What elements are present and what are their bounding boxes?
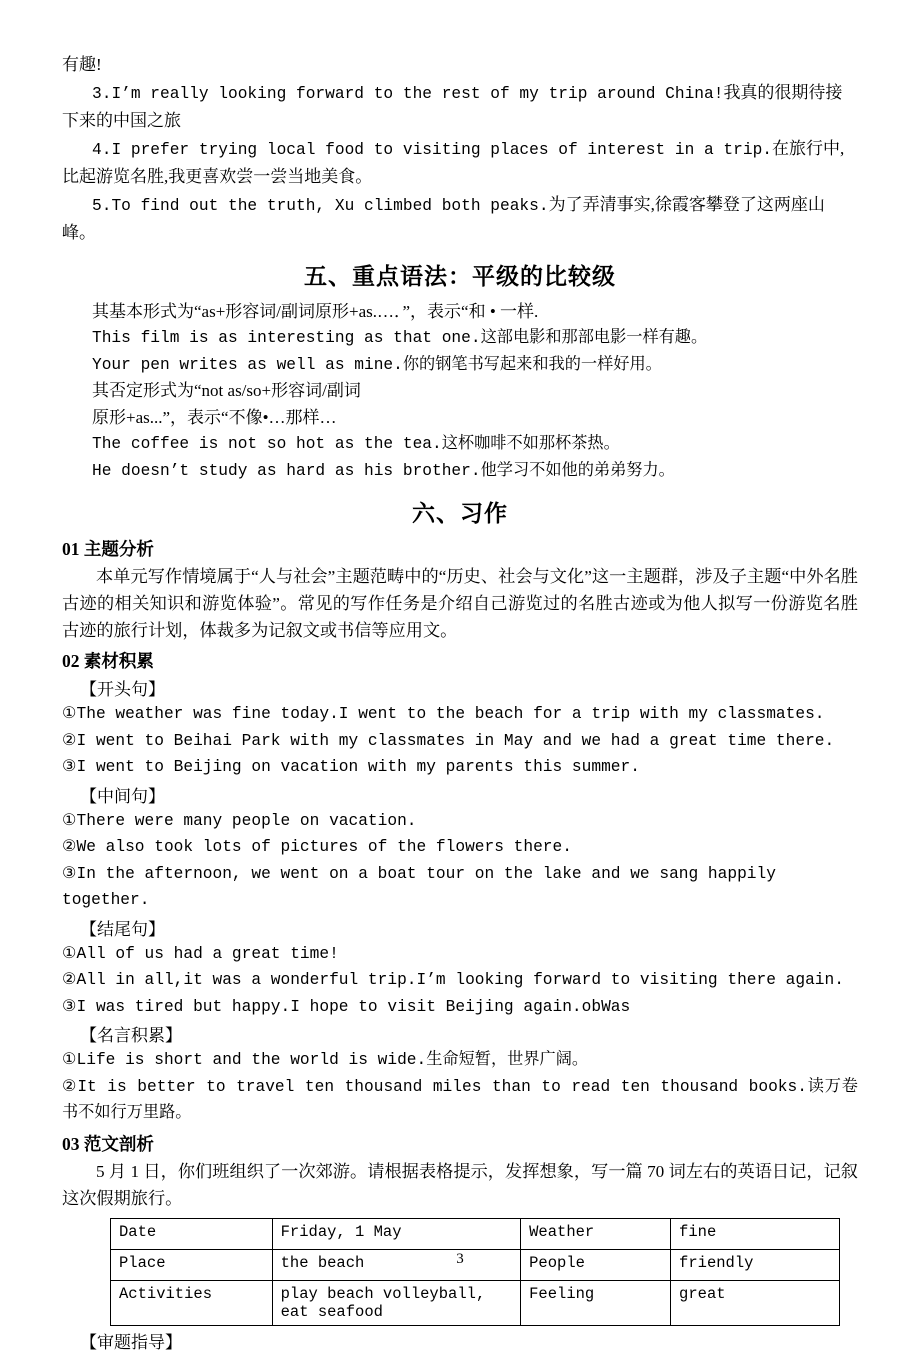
table-cell-key: Place [111,1249,273,1280]
section-five-title: 五、重点语法：平级的比较级 [304,263,616,289]
table-row [111,1218,840,1249]
item-english: I prefer trying local food to visiting places of interest in a trip. [111,140,772,159]
table-cell-key: Feeling [521,1280,671,1325]
item-english: To find out the truth, Xu climbed both peaks. [111,196,549,215]
grammar-line-2: This film is as interesting as that one.这部电影和那部电影一样有趣。 [92,329,708,347]
writing-prompt: 5 月 1 日，你们班组织了一次郊游。请根据表格提示，发挥想象，写一篇 70 词左右的英语日记，记叙这次假期旅行。 [62,1161,858,1208]
sentence-item: ①The weather was fine today.I went to the beach for a trip with my classmates. [62,705,825,723]
sentence-item: ③In the afternoon, we went on a boat tour on the lake and we sang happily together. [62,864,776,909]
numbered-item-4 [62,135,858,191]
item-chinese: 我真的很期待接下来的中国之旅 [62,82,843,130]
table-cell-value: play beach volleyball, eat seafood [272,1280,521,1325]
topic-analysis-body: 本单元写作情境属于“人与社会”主题范畴中的“历史、社会与文化”这一主题群，涉及子主题“中外名胜古迹的相关知识和游览体验”。常见的写作任务是介绍自己游览过的名胜古迹或为他人拟写一份游览名胜古迹的旅行计划，体裁多为记叙文或书信等应用文。 [62,567,858,640]
sample-table [110,1218,840,1326]
sentence-item: ②We also took lots of pictures of the flowers there. [62,838,572,856]
group-label-middle: 【中间句】 [80,786,165,806]
item-chinese: 在旅行中,比起游览名胜,我更喜欢尝一尝当地美食。 [62,138,845,186]
sentence-item: ①Life is short and the world is wide.生命短暂，世界广阔。 [62,1051,589,1069]
table-row [111,1280,840,1325]
continued-text: 有趣! [62,55,102,74]
sentence-item: ②It is better to travel ten thousand miles than to read ten thousand books.读万卷书不如行万里路。 [62,1077,858,1122]
item-english: I’m really looking forward to the rest of my trip around China! [111,84,724,103]
table-cell-value: friendly [671,1249,840,1280]
sentence-item: ①There were many people on vacation. [62,811,417,830]
item-number: 3. [92,84,112,103]
group-label-ending: 【结尾句】 [80,919,165,939]
table-cell-value: great [671,1280,840,1325]
subheading-01: 01 主题分析 [62,539,154,559]
subheading-03: 03 范文剖析 [62,1133,154,1154]
grammar-line-6: The coffee is not so hot as the tea.这杯咖啡不如那杯茶热。 [92,435,620,453]
page-number: 3 [456,1251,464,1267]
item-chinese: 为了弄清事实,徐霞客攀登了这两座山峰。 [62,194,825,242]
item-number: 5. [92,196,112,215]
grammar-line-3: Your pen writes as well as mine.你的钢笔书写起来和我的一样好用。 [92,355,662,374]
sentence-item: ③I was tired but happy.I hope to visit Beijing again.obWas [62,997,631,1016]
table-cell-key: People [521,1249,671,1280]
table-cell-key: Weather [521,1218,671,1249]
grammar-line-4: 其否定形式为“not as/so+形容词/副词 [92,381,361,400]
sentence-item: ③I went to Beijing on vacation with my parents this summer. [62,758,640,776]
table-cell-value: fine [671,1218,840,1249]
group-label-opening: 【开头句】 [80,680,165,699]
grammar-line-7: He doesn’t study as hard as his brother.他学习不如他的弟弟努力。 [92,461,675,480]
subheading-02: 02 素材积累 [62,651,154,671]
group-label-quotes: 【名言积累】 [80,1026,182,1045]
grammar-line-1: 其基本形式为“as+形容词/副词原形+as.…．”，表示“和 • 一样. [92,301,539,321]
numbered-item-5 [62,191,858,247]
table-cell-value: the beach [272,1249,521,1280]
table-cell-key: Activities [111,1280,273,1325]
sentence-item: ①All of us had a great time! [62,944,339,963]
group-label-guidance: 【审题指导】 [80,1332,182,1352]
continued-line [62,52,858,79]
table-cell-key: Date [111,1218,273,1249]
section-six-title: 六、习作 [412,501,508,526]
sentence-item: ②I went to Beihai Park with my classmates in May and we had a great time there. [62,731,835,750]
table-cell-value: Friday, 1 May [272,1218,521,1249]
numbered-item-3 [62,79,858,135]
item-number: 4. [92,140,112,159]
sentence-item: ②All in all,it was a wonderful trip.I’m looking forward to visiting there again. [62,971,844,989]
grammar-line-5: 原形+as...”，表示“不像•…那样… [92,407,337,427]
